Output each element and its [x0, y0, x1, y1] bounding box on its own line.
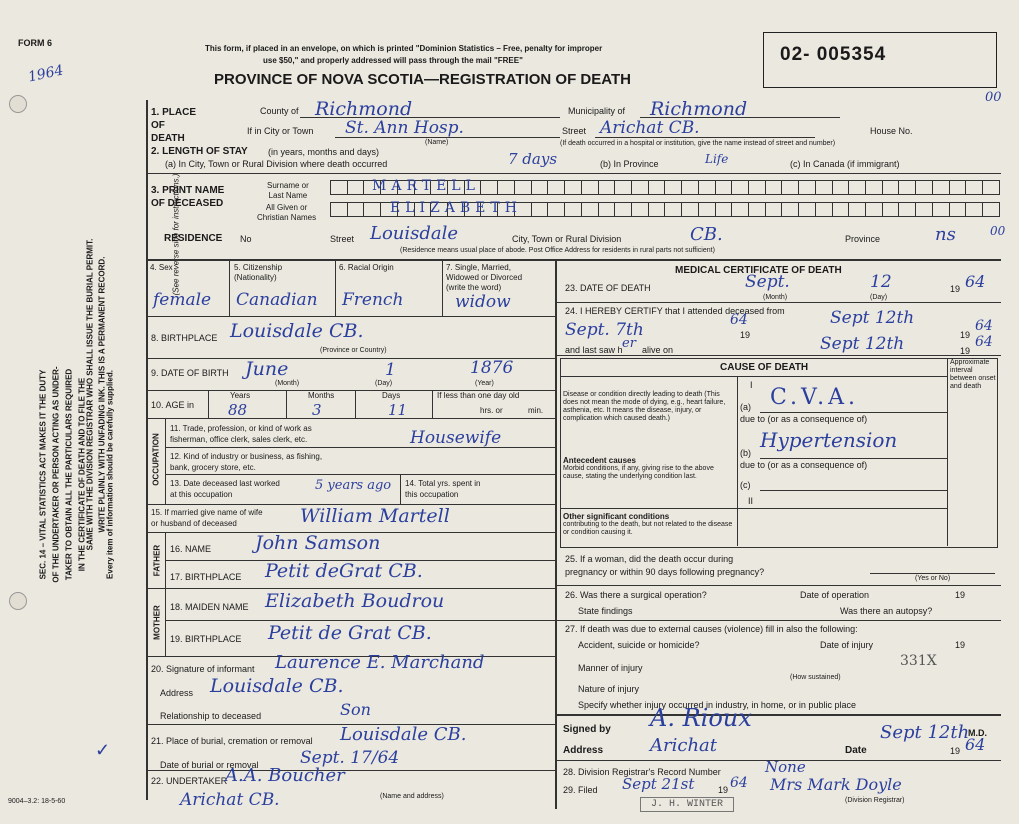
mother-birthplace-label: 19. BIRTHPLACE	[170, 634, 242, 644]
envelope-notice-1: This form, if placed in an envelope, on which is printed "Dominion Statistics – Free, penalty for improper	[205, 44, 603, 53]
burial-date-label: Date of burial or removal	[160, 760, 259, 770]
age-years-value: 88	[228, 401, 248, 419]
sign-year-value: 64	[965, 735, 986, 754]
burial-date-value: Sept. 17/64	[300, 748, 400, 768]
q29-label: 29. Filed	[563, 785, 598, 795]
dob-month-value: June	[245, 358, 289, 380]
county-value: Richmond	[315, 98, 413, 120]
injury-year-prefix: 19	[955, 640, 966, 650]
last-worked-value: 5 years ago	[315, 478, 392, 493]
dob-day-caption: (Day)	[375, 380, 393, 387]
death-month-value: Sept.	[745, 272, 790, 292]
division-registrar-caption: (Division Registrar)	[845, 797, 905, 804]
trade-label: 11. Trade, profession, or kind of work as fisherman, office clerk, sales clerk, etc.	[170, 424, 312, 444]
spouse-label: 15. If married give name of wife or husband of deceased	[151, 508, 263, 528]
dob-year-value: 1876	[470, 358, 514, 378]
dob-label: 9. DATE OF BIRTH	[151, 368, 229, 378]
date-operation-label: Date of operation	[800, 590, 870, 600]
father-birthplace-value: Petit deGrat CB.	[265, 560, 423, 582]
antecedent-sub: Morbid conditions, if any, giving rise to the above cause, stating the underlying condition last.	[563, 465, 714, 480]
sex-value: female	[153, 290, 212, 310]
other-conditions-sub: contributing to the death, but not related to the disease or condition causing it.	[563, 521, 733, 536]
residence-city-value: CB.	[690, 224, 723, 245]
residence-province-label: Province	[845, 234, 881, 244]
age-days-label: Days	[382, 391, 401, 400]
age-months-value: 3	[312, 401, 322, 419]
alive-on-year: 64	[975, 334, 993, 350]
interval-label: Approximate interval between onset and death	[950, 359, 996, 390]
date-injury-label: Date of injury	[820, 640, 874, 650]
attend-to-prefix: 19	[960, 330, 971, 340]
checkmark: ✓	[95, 740, 111, 760]
undertaker-value: A.A. Boucher	[225, 765, 345, 786]
sign-year-prefix: 19	[950, 746, 961, 756]
racial-origin-label: 6. Racial Origin	[339, 263, 394, 272]
q26-label: 26. Was there a surgical operation?	[565, 590, 707, 600]
left-margin-line-5: SAME WITH THE DIVISION REGISTRAR WHO SHALL ISSUE THE BURIAL PERMIT.	[85, 238, 95, 551]
house-no-label: House No.	[870, 126, 913, 136]
spouse-value: William Martell	[300, 505, 450, 527]
age-months-label: Months	[308, 391, 335, 400]
given-names-label: All Given or Christian Names	[257, 203, 317, 222]
surname-label: Surname or Last Name	[267, 181, 309, 200]
attend-from-year: 64	[730, 312, 748, 328]
cause-b-marker: (b)	[740, 448, 751, 458]
operation-year-prefix: 19	[955, 590, 966, 600]
burial-place-value: Louisdale CB.	[340, 724, 467, 745]
dob-year-caption: (Year)	[475, 380, 494, 387]
specify-label: Specify whether injury occurred in industry, in home, or in public place	[578, 700, 856, 710]
last-saw-h-value: er	[622, 336, 636, 351]
filed-year-value: 64	[730, 775, 748, 791]
attend-from-value: Sept. 7th	[565, 320, 644, 340]
father-side-label: FATHER	[152, 544, 162, 577]
left-margin-line-4: IN THE CERTIFICATE OF DEATH AND TO FILE THE	[77, 377, 87, 572]
cause-b-value: Hypertension	[760, 428, 898, 452]
margin-note: 1964	[26, 62, 65, 86]
signed-by-value: A. Rioux	[650, 704, 752, 732]
alive-on-value: Sept 12th	[820, 334, 905, 354]
antecedent-label: Antecedent causes	[563, 456, 636, 465]
father-birthplace-label: 17. BIRTHPLACE	[170, 572, 242, 582]
birthplace-value: Louisdale CB.	[230, 320, 364, 342]
record-number-value: None	[765, 758, 806, 776]
q28-label: 28. Division Registrar's Record Number	[563, 767, 721, 777]
occupation-side-label: OCCUPATION	[151, 433, 161, 486]
city-name-caption: (Name)	[425, 139, 449, 146]
residence-street-value: Louisdale	[370, 223, 459, 244]
med-address-label: Address	[563, 745, 604, 756]
residence-street-label: Street	[330, 234, 355, 244]
roman-two: II	[748, 496, 754, 506]
given-value: ELIZABETH	[390, 200, 522, 216]
mother-birthplace-value: Petit de Grat CB.	[268, 622, 432, 644]
total-years-label: 14. Total yrs. spent in this occupation	[405, 479, 481, 499]
relationship-value: Son	[340, 700, 371, 719]
citizenship-value: Canadian	[236, 290, 318, 310]
undertaker-label: 22. UNDERTAKER	[151, 776, 228, 786]
q27-label: 27. If death was due to external causes (violence) fill in also the following:	[565, 624, 858, 634]
mother-side-label: MOTHER	[152, 605, 162, 640]
alive-on-prefix: 19	[960, 346, 971, 356]
informant-label: 20. Signature of informant	[151, 664, 255, 674]
residence-province-value: ns	[935, 224, 956, 245]
death-year-value: 64	[965, 272, 986, 291]
disease-label: Disease or condition directly leading to death (This does not mean the mode of dying, e.g., heart failure, asthenia, etc. It means the disease, injury, or complication which caused death.)	[563, 391, 726, 422]
father-name-label: 16. NAME	[170, 544, 212, 554]
punch-hole-top	[9, 95, 27, 113]
surname-value: MARTELL	[372, 178, 480, 194]
stay-city-label: (a) In City, Town or Rural Division where death occurred	[165, 159, 388, 169]
manner-label: Manner of injury	[578, 663, 643, 673]
form-title: PROVINCE OF NOVA SCOTIA—REGISTRATION OF DEATH	[214, 71, 631, 88]
municipality-label: Municipality of	[568, 106, 626, 116]
county-label: County of	[260, 106, 299, 116]
filed-date-value: Sept 21st	[622, 775, 695, 793]
envelope-notice-2: use $50," and properly addressed will pass through the mail "FREE"	[263, 56, 523, 65]
place-of-death-label: 1. PLACE OF DEATH	[151, 107, 197, 144]
residence-label: RESIDENCE	[164, 233, 223, 244]
occupation-value: Housewife	[410, 428, 502, 448]
stay-canada-label: (c) In Canada (if immigrant)	[790, 159, 900, 169]
print-name-label: 3. PRINT NAME OF DECEASED	[151, 185, 225, 209]
last-worked-label: 13. Date deceased last worked at this occupation	[170, 479, 280, 499]
form-number: FORM 6	[18, 38, 53, 48]
undertaker-caption: (Name and address)	[380, 793, 444, 800]
cause-c-marker: (c)	[740, 480, 751, 490]
industry-label: 12. Kind of industry or business, as fishing, bank, grocery store, etc.	[170, 452, 323, 472]
residence-city-label: City, Town or Rural Division	[512, 234, 622, 244]
racial-origin-value: French	[342, 290, 404, 310]
death-day-value: 12	[870, 272, 892, 292]
registrar-signature: Mrs Mark Doyle	[770, 775, 902, 794]
mother-maiden-label: 18. MAIDEN NAME	[170, 602, 249, 612]
informant-address-value: Louisdale CB.	[210, 675, 344, 697]
yes-no-caption: (Yes or No)	[915, 575, 951, 582]
marital-status-value: widow	[455, 292, 511, 312]
mother-maiden-value: Elizabeth Boudrou	[265, 590, 445, 612]
citizenship-label: 5. Citizenship (Nationality)	[234, 263, 283, 282]
residence-no-label: No	[240, 234, 252, 244]
sign-date-label: Date	[845, 745, 867, 756]
dob-day-value: 1	[385, 360, 396, 380]
medical-certificate-title: MEDICAL CERTIFICATE OF DEATH	[675, 265, 842, 276]
less-than-day-label: If less than one day old	[437, 391, 520, 400]
med-address-value: Arichat	[650, 735, 717, 756]
certify-label: 24. I HEREBY CERTIFY that I attended deceased from	[565, 306, 785, 316]
cause-a-value: C.V.A.	[770, 385, 859, 410]
birthplace-label: 8. BIRTHPLACE	[151, 333, 218, 343]
cause-of-death-title: CAUSE OF DEATH	[720, 362, 809, 373]
due-to-b: due to (or as a consequence of)	[740, 460, 868, 470]
hrs-label: hrs. or	[480, 406, 503, 415]
accident-label: Accident, suicide or homicide?	[578, 640, 700, 650]
date-of-death-label: 23. DATE OF DEATH	[565, 283, 651, 293]
hospital-note: (If death occurred in a hospital or institution, give the name instead of street and number)	[560, 140, 836, 147]
city-value: St. Ann Hosp.	[345, 118, 464, 138]
left-margin-line-6: WRITE PLAINLY WITH UNFADING INK. THIS IS A PERMANENT RECORD.	[97, 256, 107, 533]
death-day-caption: (Day)	[870, 294, 888, 301]
attend-to-year: 64	[975, 318, 993, 334]
residence-note: (Residence means usual place of abode. Post Office Address for residents in rural parts not sufficient)	[400, 247, 715, 254]
winter-stamp	[640, 797, 734, 812]
sign-date-value: Sept 12th	[880, 722, 970, 743]
father-name-value: John Samson	[255, 532, 381, 554]
undertaker-address-value: Arichat CB.	[180, 790, 280, 810]
age-days-value: 11	[388, 401, 408, 419]
other-conditions-label: Other significant conditions	[563, 512, 670, 521]
dept-code-2: 00	[990, 224, 1006, 238]
relationship-label: Relationship to deceased	[160, 711, 262, 721]
signed-by-label: Signed by	[563, 724, 611, 735]
left-margin-line-3: TAKER TO OBTAIN ALL THE PARTICULARS REQUIRED	[64, 368, 74, 581]
left-margin-line-2: OF THE UNDERTAKER OR PERSON ACTING AS UNDER-	[51, 366, 61, 583]
attend-to-value: Sept 12th	[830, 308, 915, 328]
footer-code: 9004–3.2: 18-5-60	[8, 798, 66, 805]
age-years-label: Years	[230, 391, 251, 400]
age-label: 10. AGE in	[151, 400, 195, 410]
stay-province-label: (b) In Province	[600, 159, 659, 169]
municipality-value: Richmond	[650, 98, 748, 120]
last-saw-label: and last saw h	[565, 345, 623, 355]
punch-hole-bottom	[9, 592, 27, 610]
left-margin-line-8: (See reverse side for instructions.)	[171, 173, 181, 296]
informant-address-label: Address	[160, 688, 194, 698]
death-month-caption: (Month)	[763, 294, 788, 301]
burial-place-label: 21. Place of burial, cremation or removal	[151, 736, 313, 746]
attend-from-prefix: 19	[740, 330, 751, 340]
length-of-stay-label: 2. LENGTH OF STAY	[151, 146, 248, 157]
autopsy-label: Was there an autopsy?	[840, 606, 933, 616]
death-year-prefix: 19	[950, 284, 961, 294]
street-label: Street	[562, 126, 587, 136]
how-sustained-caption: (How sustained)	[790, 674, 841, 681]
registration-number: 02- 005354	[780, 44, 887, 65]
min-label: min.	[528, 406, 544, 415]
state-findings-label: State findings	[578, 606, 633, 616]
roman-one: I	[750, 380, 753, 390]
due-to-a: due to (or as a consequence of)	[740, 414, 868, 424]
dob-month-caption: (Month)	[275, 380, 300, 387]
cause-a-marker: (a)	[740, 402, 751, 412]
alive-on-label: alive on	[642, 345, 674, 355]
nature-label: Nature of injury	[578, 684, 640, 694]
left-margin-line-1: SEC. 14 – VITAL STATISTICS ACT MAKES IT THE DUTY	[38, 369, 48, 580]
street-value: Arichat CB.	[600, 118, 700, 138]
code-331x: 331X	[900, 653, 937, 669]
stay-city-value: 7 days	[508, 150, 558, 168]
stay-province-value: Life	[705, 152, 729, 166]
sex-label: 4. Sex	[150, 263, 173, 272]
q25-label: 25. If a woman, did the death occur during pregnancy or within 90 days following pregnancy?	[565, 554, 765, 577]
length-of-stay-sub: (in years, months and days)	[268, 147, 380, 157]
if-city-label: If in City or Town	[247, 126, 314, 136]
filed-year-prefix: 19	[718, 785, 729, 795]
md-label: M.D.	[968, 728, 987, 738]
informant-value: Laurence E. Marchand	[275, 652, 485, 673]
marital-status-label: 7. Single, Married, Widowed or Divorced (write the word)	[446, 263, 523, 292]
birthplace-caption: (Province or Country)	[320, 347, 387, 354]
winter-stamp-text: J. H. WINTER	[651, 799, 724, 810]
dept-code-1: 00	[985, 90, 1002, 105]
left-margin-line-7: Every item of information should be carefully supplied.	[105, 370, 115, 579]
